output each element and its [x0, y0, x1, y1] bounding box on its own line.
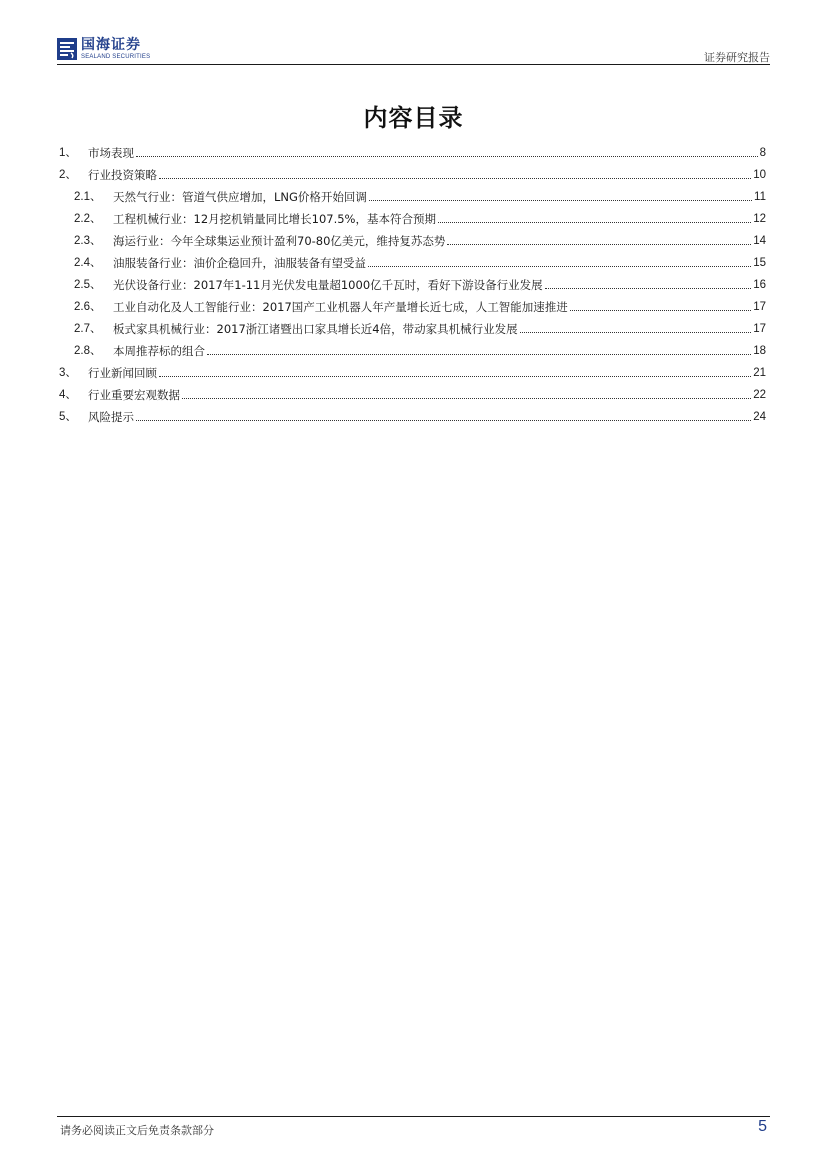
toc-entry-page: 21	[753, 367, 766, 379]
page-header	[57, 36, 770, 65]
sealand-logo-icon	[57, 38, 77, 60]
toc-entry-title: 光伏设备行业：2017年1-11月光伏发电量超1000亿千瓦时，看好下游设备行业发展	[113, 278, 543, 292]
toc-dot-leader	[520, 332, 752, 333]
footer-disclaimer: 请务必阅读正文后免责条款部分	[60, 1124, 214, 1137]
toc-entry[interactable]	[59, 138, 766, 160]
toc-entry-number: 2.5、	[74, 279, 102, 291]
toc-entry-number: 2.7、	[74, 323, 102, 335]
toc-dot-leader	[368, 266, 751, 267]
toc-entry-number: 2.4、	[74, 257, 102, 269]
toc-dot-leader	[369, 200, 752, 201]
footer-divider	[57, 1116, 770, 1117]
report-type-label: 证券研究报告	[704, 51, 770, 64]
toc-dot-leader	[159, 376, 751, 377]
page-number: 5	[758, 1118, 767, 1135]
toc-entry[interactable]	[59, 248, 766, 270]
toc-entry[interactable]	[59, 292, 766, 314]
toc-entry-title: 工程机械行业：12月挖机销量同比增长107.5%，基本符合预期	[113, 212, 436, 226]
toc-entry-page: 17	[753, 323, 766, 335]
company-logo	[57, 36, 150, 62]
toc-entry-title: 天然气行业：管道气供应增加，LNG价格开始回调	[113, 190, 367, 204]
toc-entry-number: 2、	[59, 169, 77, 181]
toc-entry-number: 4、	[59, 389, 77, 401]
logo-chinese-name: 国海证券	[81, 37, 141, 53]
toc-entry-title: 行业重要宏观数据	[88, 388, 180, 402]
toc-entry[interactable]	[59, 336, 766, 358]
toc-entry[interactable]	[59, 270, 766, 292]
toc-entry[interactable]	[59, 226, 766, 248]
toc-heading: 内容目录	[363, 104, 464, 132]
toc-dot-leader	[447, 244, 751, 245]
toc-dot-leader	[545, 288, 752, 289]
toc-entry-page: 16	[753, 279, 766, 291]
toc-entry-title: 市场表现	[88, 146, 134, 160]
toc-entry[interactable]	[59, 160, 766, 182]
toc-entry-title: 海运行业：今年全球集运业预计盈利70-80亿美元，维持复苏态势	[113, 234, 446, 248]
toc-entry[interactable]	[59, 402, 766, 424]
toc-entry-page: 24	[753, 411, 766, 423]
toc-dot-leader	[136, 420, 751, 421]
toc-entry-number: 2.8、	[74, 345, 102, 357]
toc-dot-leader	[570, 310, 751, 311]
toc-entry[interactable]	[59, 358, 766, 380]
toc-entry-number: 2.1、	[74, 191, 102, 203]
toc-entry-page: 10	[753, 169, 766, 181]
toc-entry-title: 工业自动化及人工智能行业：2017国产工业机器人年产量增长近七成，人工智能加速推进	[113, 300, 568, 314]
toc-entry[interactable]	[59, 380, 766, 402]
toc-entry-title: 行业新闻回顾	[88, 366, 157, 380]
toc-entry-page: 11	[754, 191, 766, 203]
toc-entry-page: 22	[753, 389, 766, 401]
toc-entry-number: 5、	[59, 411, 77, 423]
toc-entry-title: 行业投资策略	[88, 168, 157, 182]
toc-entry[interactable]	[59, 314, 766, 336]
toc-entry-title: 板式家具机械行业：2017浙江诸暨出口家具增长近4倍，带动家具机械行业发展	[113, 322, 518, 336]
toc-entry-title: 本周推荐标的组合	[113, 344, 205, 358]
toc-entry-number: 3、	[59, 367, 77, 379]
table-of-contents	[59, 138, 766, 424]
toc-entry-title: 油服装备行业：油价企稳回升，油服装备有望受益	[113, 256, 366, 270]
toc-dot-leader	[182, 398, 751, 399]
toc-entry-page: 15	[753, 257, 766, 269]
toc-dot-leader	[207, 354, 751, 355]
toc-entry-number: 1、	[59, 147, 77, 159]
toc-entry-page: 12	[753, 213, 766, 225]
toc-entry-page: 14	[753, 235, 766, 247]
toc-entry-number: 2.2、	[74, 213, 102, 225]
toc-dot-leader	[159, 178, 751, 179]
toc-entry-page: 8	[759, 147, 766, 159]
toc-entry-number: 2.3、	[74, 235, 102, 247]
toc-entry-title: 风险提示	[88, 410, 134, 424]
toc-entry-number: 2.6、	[74, 301, 102, 313]
toc-dot-leader	[136, 156, 758, 157]
toc-entry-page: 18	[753, 345, 766, 357]
logo-english-name: SEALAND SECURITIES	[81, 54, 151, 60]
toc-entry[interactable]	[59, 204, 766, 226]
toc-entry[interactable]	[59, 182, 766, 204]
toc-entry-page: 17	[753, 301, 766, 313]
toc-dot-leader	[438, 222, 751, 223]
